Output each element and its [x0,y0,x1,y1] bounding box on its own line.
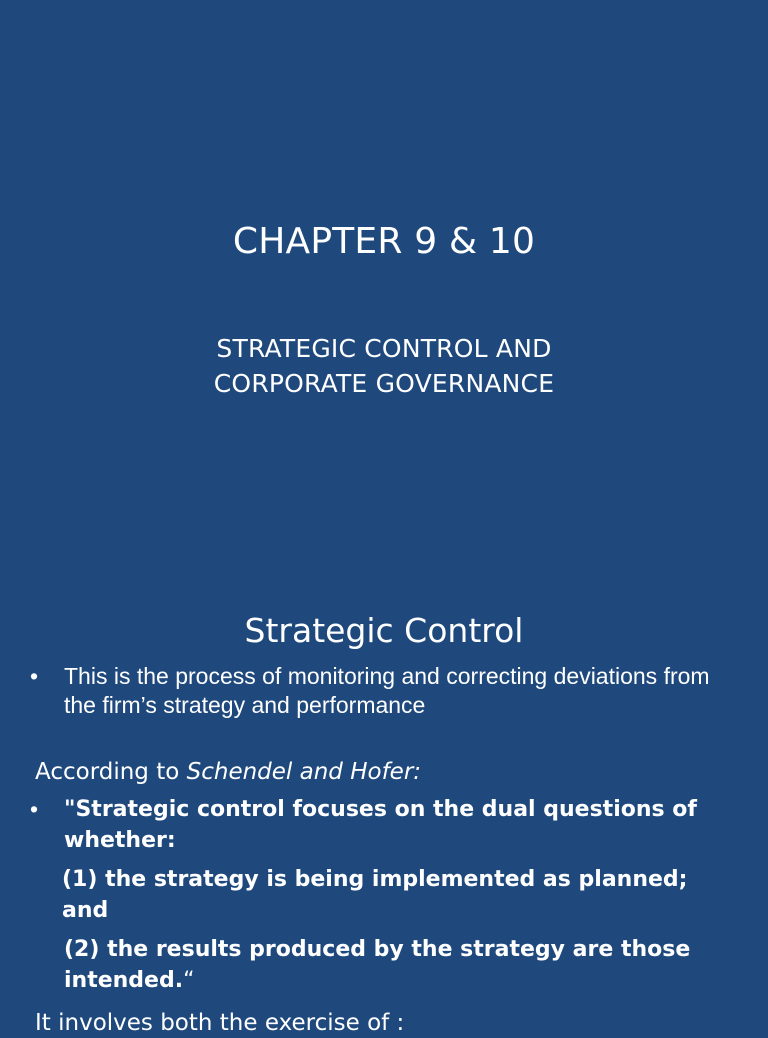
according-prefix: According to [35,759,187,785]
slide-strategic-control [0,570,768,1036]
quote-item-2-end: intended. [64,968,184,993]
according-authors: Schendel and Hofer: [186,759,422,785]
quote-item-2-line-1: (2) the results produced by the strategy are those [64,937,691,962]
bullet-marker: • [30,796,39,822]
involves-text: It involves both the exercise of : [35,1010,405,1036]
according-line [35,757,421,787]
chapter-title: CHAPTER 9 & 10 [232,221,536,262]
chapter-subtitle [0,331,768,401]
section-title: Strategic Control [244,611,524,650]
definition-text: This is the process of monitoring and correcting deviations from the firm’s strategy and performance [64,663,710,718]
quote-body [64,794,740,996]
bullet-marker: • [30,663,39,689]
bullet-definition [30,662,740,720]
subtitle-line-1: STRATEGIC CONTROL AND [216,334,552,363]
quote-intro: "Strategic control focuses on the dual questions of whether: [64,797,697,853]
quote-item-2 [64,934,740,996]
closing-quote: “ [183,968,195,993]
bullet-quote [30,794,740,996]
subtitle-line-2: CORPORATE GOVERNANCE [213,369,555,398]
quote-item-1: (1) the strategy is being implemented as planned; and [62,867,688,923]
quote-item-2-line-2 [64,965,740,996]
